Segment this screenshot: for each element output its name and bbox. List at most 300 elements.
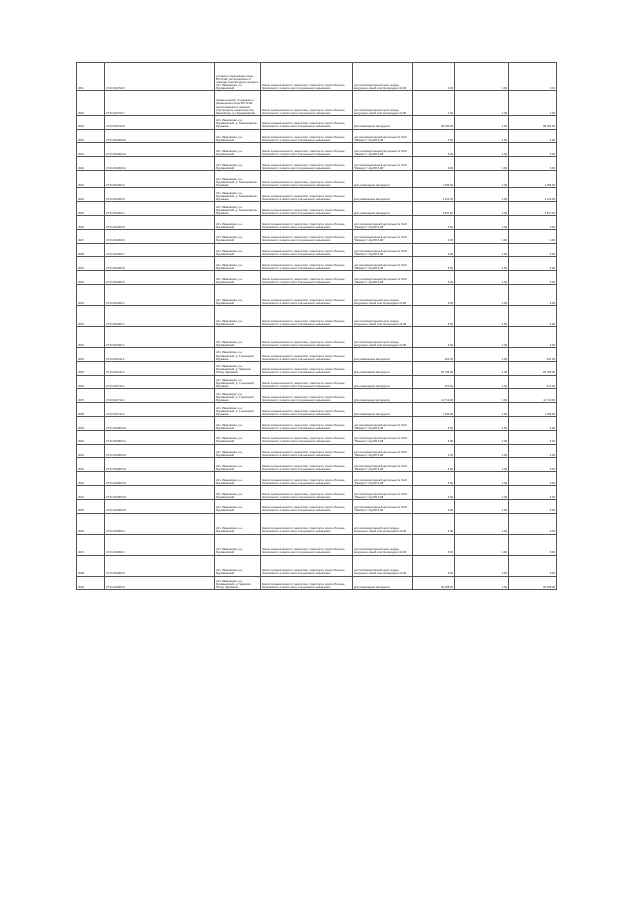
- area-cell: 5.00: [413, 143, 455, 157]
- table-row: [77, 188, 557, 202]
- cadastral-number-cell: 37:01:010711:3: [105, 403, 215, 417]
- coefficient-cell: 1.00: [455, 257, 509, 271]
- row-number-cell: 3011: [77, 63, 105, 91]
- coefficient-cell: 1.00: [455, 534, 509, 555]
- address-cell: обл. Ивановская, р-н Фурмановский, д. Стрелецкий, Фурманов: [215, 375, 261, 389]
- value-cell: 4.00: [509, 444, 557, 458]
- area-cell: 1 485.00: [413, 170, 455, 187]
- land-category-cell: Земли промышленности, энергетики, транспорта, земли обороны, безопасности и земли иного специального назначения: [261, 157, 353, 171]
- land-category-cell: Земли промышленности, энергетики, транспорта, земли обороны, безопасности и земли иного специального назначения: [261, 499, 353, 513]
- address-cell: обл. Ивановская, р-н Фурмановский: [215, 430, 261, 444]
- table-row: [77, 229, 557, 243]
- value-cell: 5.00: [509, 143, 557, 157]
- value-cell: 5.00: [509, 271, 557, 285]
- row-number-cell: 3044: [77, 485, 105, 499]
- table-row: [77, 403, 557, 417]
- area-cell: 5.00: [413, 458, 455, 472]
- table-row: [77, 444, 557, 458]
- coefficient-cell: 1.00: [455, 444, 509, 458]
- coefficient-cell: 1.00: [455, 115, 509, 129]
- permitted-use-cell: для производственной цели ограды воздушных линий электропередачи 10 кВ: [353, 305, 413, 326]
- cadastral-number-cell: 37:01:010004:6: [105, 229, 215, 243]
- area-cell: 6.00: [413, 513, 455, 534]
- cadastral-number-cell: 37:01:010004:11: [105, 157, 215, 171]
- value-cell: 5.00: [509, 243, 557, 257]
- area-cell: 5.00: [413, 499, 455, 513]
- permitted-use-cell: для производственной цели ограды воздушных линий электропередачи 10 кВ: [353, 91, 413, 116]
- area-cell: 7 195.00: [413, 403, 455, 417]
- cadastral-number-cell: 37:01:010702:7: [105, 91, 215, 116]
- permitted-use-cell: Для размещения автодороги: [353, 202, 413, 216]
- coefficient-cell: 1.00: [455, 389, 509, 403]
- land-category-cell: Земли промышленности, энергетики, транспорта, земли обороны, безопасности и земли иного специального назначения: [261, 555, 353, 576]
- cadastral-number-cell: 37:01:010004:10: [105, 143, 215, 157]
- permitted-use-cell: Для размещения автодороги: [353, 115, 413, 129]
- permitted-use-cell: для производственной деятельности ОАО "Ивэнерго" под ВЛ-6 кВ: [353, 229, 413, 243]
- coefficient-cell: 1.00: [455, 243, 509, 257]
- table-row: [77, 534, 557, 555]
- permitted-use-cell: для производственной деятельности ОАО "Ивэнерго" под ВЛ-6 кВ: [353, 271, 413, 285]
- permitted-use-cell: для производственной деятельности ОАО "Ивэнерго" под ВЛ-6 кВ: [353, 485, 413, 499]
- land-category-cell: Земли промышленности, энергетики, транспорта, земли обороны, безопасности и земли иного специального назначения: [261, 389, 353, 403]
- value-cell: 6.00: [509, 326, 557, 347]
- land-category-cell: Земли промышленности, энергетики, транспорта, земли обороны, безопасности и земли иного специального назначения: [261, 271, 353, 285]
- cadastral-number-cell: 37:01:010004:3: [105, 188, 215, 202]
- value-cell: 6.00: [509, 157, 557, 171]
- permitted-use-cell: для производственной деятельности ОАО "Ивэнерго" под ВЛ-6 кВ: [353, 157, 413, 171]
- land-category-cell: Земли промышленности, энергетики, транспорта, земли обороны, безопасности и земли иного специального назначения: [261, 375, 353, 389]
- coefficient-cell: 1.00: [455, 157, 509, 171]
- cadastral-number-cell: 37:01:010803:11: [105, 430, 215, 444]
- coefficient-cell: 1.00: [455, 403, 509, 417]
- value-cell: 4.00: [509, 129, 557, 143]
- area-cell: 6.00: [413, 305, 455, 326]
- address-cell: обл. Ивановская, р-н Фурмановский: [215, 485, 261, 499]
- cadastral-number-cell: 37:01:010711:2: [105, 389, 215, 403]
- row-number-cell: 3025: [77, 202, 105, 216]
- coefficient-cell: 1.00: [455, 170, 509, 187]
- coefficient-cell: 1.00: [455, 63, 509, 91]
- row-number-cell: 3024: [77, 188, 105, 202]
- row-number-cell: 3027: [77, 229, 105, 243]
- value-cell: 5.00: [509, 499, 557, 513]
- coefficient-cell: 1.00: [455, 229, 509, 243]
- value-cell: 6.00: [509, 416, 557, 430]
- coefficient-cell: 1.00: [455, 305, 509, 326]
- row-number-cell: 3030: [77, 271, 105, 285]
- address-cell: обл. Ивановская, р-н Фурмановский: [215, 129, 261, 143]
- cadastral-number-cell: 37:01:010004:9: [105, 271, 215, 285]
- table-row: [77, 157, 557, 171]
- land-category-cell: Земли промышленности, энергетики, транспорта, земли обороны, безопасности и земли иного специального назначения: [261, 170, 353, 187]
- row-number-cell: 3019: [77, 115, 105, 129]
- address-cell: обл. Ивановская, р-н Фурмановский: [215, 157, 261, 171]
- address-cell: обл. Ивановская, р-н Фурмановский: [215, 326, 261, 347]
- table-row: [77, 555, 557, 576]
- cadastral-number-cell: 37:01:010803:3: [105, 513, 215, 534]
- address-cell: обл. Ивановская, р-н Фурмановский: [215, 215, 261, 229]
- table-row: [77, 202, 557, 216]
- area-cell: 5.00: [413, 472, 455, 486]
- cadastral-number-cell: 37:01:010803:12: [105, 444, 215, 458]
- value-cell: 2 110.00: [509, 188, 557, 202]
- table-row: [77, 499, 557, 513]
- row-number-cell: 3039: [77, 416, 105, 430]
- area-cell: 291.00: [413, 347, 455, 361]
- cadastral-number-cell: 37:01:010601:2: [105, 305, 215, 326]
- address-cell: промышленной, отчуждения и размещения опоры ВЛ-10 кВ, расположенных в границах участка вдоль хранилища обл. Ивановская, р-н Фурмановский: [215, 91, 261, 116]
- area-cell: 5.00: [413, 243, 455, 257]
- value-cell: 11 713.00: [509, 389, 557, 403]
- cadastral-number-cell: 37:01:010803:6: [105, 576, 215, 590]
- address-cell: обл. Ивановская, р-н Фурмановский: [215, 416, 261, 430]
- coefficient-cell: 1.00: [455, 284, 509, 305]
- cadastral-number-cell: 37:01:010004:2: [105, 170, 215, 187]
- permitted-use-cell: Для размещения автодороги: [353, 375, 413, 389]
- row-number-cell: 3042: [77, 458, 105, 472]
- permitted-use-cell: для производственной цели ограды воздушных линий электропередачи 10 кВ: [353, 513, 413, 534]
- land-category-cell: Земли промышленности, энергетики, транспорта, земли обороны, безопасности и земли иного специального назначения: [261, 202, 353, 216]
- land-category-cell: Земли промышленности, энергетики, транспорта, земли обороны, безопасности и земли иного специального назначения: [261, 534, 353, 555]
- area-cell: 4.00: [413, 229, 455, 243]
- cadastral-number-cell: 37:01:010711:1: [105, 375, 215, 389]
- address-cell: обл. Ивановская, р-н Фурмановский, д. Тимошковское, Фурманов: [215, 188, 261, 202]
- coefficient-cell: 1.00: [455, 347, 509, 361]
- table-row: [77, 347, 557, 361]
- land-category-cell: Земли промышленности, энергетики, транспорта, земли обороны, безопасности и земли иного специального назначения: [261, 416, 353, 430]
- table-row: [77, 305, 557, 326]
- row-number-cell: 3040: [77, 430, 105, 444]
- row-number-cell: 3028: [77, 243, 105, 257]
- coefficient-cell: 1.00: [455, 215, 509, 229]
- cadastral-number-cell: 37:01:010000:10: [105, 129, 215, 143]
- table-row: [77, 91, 557, 116]
- table-row: [77, 143, 557, 157]
- cadastral-number-cell: 37:01:010702:6: [105, 63, 215, 91]
- address-cell: обл. Ивановская, р-н Фурмановский: [215, 229, 261, 243]
- land-category-cell: Земли промышленности, энергетики, транспорта, земли обороны, безопасности и земли иного специального назначения: [261, 458, 353, 472]
- cadastral-number-cell: 37:01:010611:2: [105, 361, 215, 375]
- row-number-cell: 3035: [77, 361, 105, 375]
- permitted-use-cell: Для размещения автодороги: [353, 361, 413, 375]
- address-cell: обл. Ивановская, р-н Фурмановский: [215, 499, 261, 513]
- coefficient-cell: 1.00: [455, 458, 509, 472]
- value-cell: 0.01: [509, 63, 557, 91]
- row-number-cell: 3020: [77, 129, 105, 143]
- value-cell: 6.00: [509, 305, 557, 326]
- table-row: [77, 243, 557, 257]
- row-number-cell: 3047: [77, 534, 105, 555]
- address-cell: обл. Ивановская, р-н Фурмановский: [215, 271, 261, 285]
- value-cell: 7 195.00: [509, 403, 557, 417]
- permitted-use-cell: Для размещения автодороги: [353, 576, 413, 590]
- address-cell: обл. Ивановская, р-н Фурмановский: [215, 513, 261, 534]
- address-cell: обл. Ивановская, р-н Фурмановский: [215, 284, 261, 305]
- coefficient-cell: 1.00: [455, 271, 509, 285]
- area-cell: 2 110.00: [413, 188, 455, 202]
- permitted-use-cell: для производственной цели ограды воздушных линий электропередачи 10 кВ: [353, 63, 413, 91]
- area-cell: 6.00: [413, 416, 455, 430]
- land-category-cell: Земли промышленности, энергетики, транспорта, земли обороны, безопасности и земли иного специального назначения: [261, 229, 353, 243]
- row-number-cell: 3041: [77, 444, 105, 458]
- row-number-cell: 3045: [77, 499, 105, 513]
- area-cell: 6.00: [413, 326, 455, 347]
- row-number-cell: 3036: [77, 375, 105, 389]
- cadastral-number-cell: 37:01:010803:13: [105, 458, 215, 472]
- permitted-use-cell: для производственной цели ограды воздушных линий электропередачи 10 кВ: [353, 326, 413, 347]
- land-category-cell: Земли промышленности, энергетики, транспорта, земли обороны, безопасности и земли иного специального назначения: [261, 576, 353, 590]
- land-category-cell: Земли промышленности, энергетики, транспорта, земли обороны, безопасности и земли иного специального назначения: [261, 91, 353, 116]
- cadastral-number-cell: 37:01:010803:10: [105, 416, 215, 430]
- value-cell: 3.00: [509, 215, 557, 229]
- value-cell: 5.00: [509, 430, 557, 444]
- address-cell: обл. Ивановская, р-н Фурмановский, д. Стрелецкий, Фурманов: [215, 389, 261, 403]
- land-category-cell: Земли промышленности, энергетики, транспорта, земли обороны, безопасности и земли иного специального назначения: [261, 361, 353, 375]
- permitted-use-cell: Для размещения автодороги: [353, 347, 413, 361]
- address-cell: обл. Ивановская, р-н Фурмановский: [215, 143, 261, 157]
- address-cell: обл. Ивановская, р-н Фурмановский: [215, 458, 261, 472]
- cadastral-number-cell: 37:01:010004:7: [105, 243, 215, 257]
- land-category-cell: Земли промышленности, энергетики, транспорта, земли обороны, безопасности и земли иного специального назначения: [261, 430, 353, 444]
- table-row: [77, 576, 557, 590]
- coefficient-cell: 1.00: [455, 188, 509, 202]
- address-cell: обл. Ивановская, р-н Фурмановский, д. Гаврилов-Посад, Фурманов: [215, 361, 261, 375]
- coefficient-cell: 1.00: [455, 129, 509, 143]
- area-cell: 5.00: [413, 534, 455, 555]
- row-number-cell: 3029: [77, 257, 105, 271]
- row-number-cell: 3016: [77, 91, 105, 116]
- value-cell: 1 485.00: [509, 170, 557, 187]
- row-number-cell: 3023: [77, 170, 105, 187]
- table-row: [77, 416, 557, 430]
- area-cell: 5.00: [413, 485, 455, 499]
- row-number-cell: 3043: [77, 472, 105, 486]
- coefficient-cell: 1.00: [455, 472, 509, 486]
- permitted-use-cell: Для размещения автодороги: [353, 403, 413, 417]
- land-category-cell: Земли промышленности, энергетики, транспорта, земли обороны, безопасности и земли иного специального назначения: [261, 243, 353, 257]
- cadastral-number-cell: 37:01:010601:3: [105, 326, 215, 347]
- land-category-cell: Земли промышленности, энергетики, транспорта, земли обороны, безопасности и земли иного специального назначения: [261, 326, 353, 347]
- cadastral-number-cell: 37:01:010803:14: [105, 472, 215, 486]
- land-category-cell: Земли промышленности, энергетики, транспорта, земли обороны, безопасности и земли иного специального назначения: [261, 257, 353, 271]
- table-row: [77, 257, 557, 271]
- land-category-cell: Земли промышленности, энергетики, транспорта, земли обороны, безопасности и земли иного специального назначения: [261, 115, 353, 129]
- table-row: [77, 458, 557, 472]
- row-number-cell: 3034: [77, 347, 105, 361]
- cadastral-number-cell: 37:01:010004:8: [105, 257, 215, 271]
- area-cell: 5.00: [413, 257, 455, 271]
- area-cell: 6.00: [413, 157, 455, 171]
- address-cell: обл. Ивановская, р-н Фурмановский: [215, 472, 261, 486]
- coefficient-cell: 1.00: [455, 416, 509, 430]
- permitted-use-cell: для производственной деятельности ОАО "Ивэнерго" под ВЛ-6 кВ: [353, 129, 413, 143]
- area-cell: 4.00: [413, 129, 455, 143]
- permitted-use-cell: Для размещения автодороги: [353, 170, 413, 187]
- table-row: [77, 63, 557, 91]
- area-cell: 4.00: [413, 444, 455, 458]
- permitted-use-cell: для производственной деятельности ОАО "Ивэнерго" под ВЛ-6 кВ: [353, 215, 413, 229]
- address-cell: обл. Ивановская, р-н Фурмановский, д. Тимошковское, Фурманов: [215, 170, 261, 187]
- land-category-cell: Земли промышленности, энергетики, транспорта, земли обороны, безопасности и земли иного специального назначения: [261, 188, 353, 202]
- table-row: [77, 115, 557, 129]
- area-cell: 4 847.00: [413, 202, 455, 216]
- coefficient-cell: 1.00: [455, 513, 509, 534]
- address-cell: обл. Ивановская, р-н Фурмановский, д. Стрелецкий, Фурманов: [215, 347, 261, 361]
- coefficient-cell: 1.00: [455, 361, 509, 375]
- address-cell: обл. Ивановская, р-н Фурмановский, д. Тимошковское, Фурманов: [215, 202, 261, 216]
- permitted-use-cell: для производственной цели ограды воздушных линий электропередачи 10 кВ: [353, 534, 413, 555]
- land-category-cell: Земли промышленности, энергетики, транспорта, земли обороны, безопасности и земли иного специального назначения: [261, 444, 353, 458]
- area-cell: 272.00: [413, 375, 455, 389]
- permitted-use-cell: Для размещения автодороги: [353, 188, 413, 202]
- land-category-cell: Земли промышленности, энергетики, транспорта, земли обороны, безопасности и земли иного специального назначения: [261, 305, 353, 326]
- row-number-cell: 3048: [77, 555, 105, 576]
- area-cell: 6.00: [413, 555, 455, 576]
- coefficient-cell: 1.00: [455, 485, 509, 499]
- area-cell: 11 713.00: [413, 389, 455, 403]
- address-cell: обл. Ивановская, р-н Фурмановский: [215, 305, 261, 326]
- permitted-use-cell: для производственной деятельности ОАО "Ивэнерго" под ВЛ-6 кВ: [353, 243, 413, 257]
- row-number-cell: 3021: [77, 143, 105, 157]
- area-cell: 5.00: [413, 430, 455, 444]
- permitted-use-cell: для производственной деятельности ОАО "Ивэнерго" под ВЛ-6 кВ: [353, 499, 413, 513]
- table-row: [77, 389, 557, 403]
- row-number-cell: 3037: [77, 389, 105, 403]
- coefficient-cell: 1.00: [455, 202, 509, 216]
- permitted-use-cell: для производственной деятельности ОАО "Ивэнерго" под ВЛ-6 кВ: [353, 430, 413, 444]
- value-cell: 6.00: [509, 555, 557, 576]
- address-cell: обл. Ивановская, р-н Фурмановский, д. Стрелецкий, Фурманов: [215, 403, 261, 417]
- row-number-cell: 3022: [77, 157, 105, 171]
- coefficient-cell: 1.00: [455, 499, 509, 513]
- land-category-cell: Земли промышленности, энергетики, транспорта, земли обороны, безопасности и земли иного специального назначения: [261, 215, 353, 229]
- permitted-use-cell: для производственной цели ограды воздушных линий электропередачи 10 кВ: [353, 555, 413, 576]
- area-cell: 38 181.00: [413, 115, 455, 129]
- land-category-cell: Земли промышленности, энергетики, транспорта, земли обороны, безопасности и земли иного специального назначения: [261, 513, 353, 534]
- area-cell: 6.00: [413, 284, 455, 305]
- cadastral-number-cell: 37:01:010803:16: [105, 499, 215, 513]
- row-number-cell: 3026: [77, 215, 105, 229]
- address-cell: условного газопровода опоры ВЛ-10 кВ, расположенных в границах участка вдоль проезда к обл. Ивановская, р-н Фурмановский: [215, 63, 261, 91]
- land-category-cell: Земли промышленности, энергетики, транспорта, земли обороны, безопасности и земли иного специального назначения: [261, 284, 353, 305]
- area-cell: 3.00: [413, 215, 455, 229]
- table-row: [77, 430, 557, 444]
- value-cell: 5.00: [509, 485, 557, 499]
- cadastral-number-cell: 37:01:010803:4: [105, 534, 215, 555]
- address-cell: обл. Ивановская, р-н Фурмановский: [215, 257, 261, 271]
- row-number-cell: 3046: [77, 513, 105, 534]
- address-cell: обл. Ивановская, р-н Фурмановский: [215, 534, 261, 555]
- value-cell: 5.00: [509, 458, 557, 472]
- permitted-use-cell: для производственной деятельности ОАО "Ивэнерго" под ВЛ-6 кВ: [353, 458, 413, 472]
- area-cell: 0.00: [413, 63, 455, 91]
- value-cell: 5.00: [509, 534, 557, 555]
- coefficient-cell: 1.00: [455, 91, 509, 116]
- permitted-use-cell: для производственной деятельности ОАО "Ивэнерго" под ВЛ-6 кВ: [353, 472, 413, 486]
- land-category-cell: Земли промышленности, энергетики, транспорта, земли обороны, безопасности и земли иного специального назначения: [261, 472, 353, 486]
- land-category-cell: Земли промышленности, энергетики, транспорта, земли обороны, безопасности и земли иного специального назначения: [261, 403, 353, 417]
- table-row: [77, 271, 557, 285]
- row-number-cell: 3033: [77, 326, 105, 347]
- value-cell: 5.00: [509, 472, 557, 486]
- coefficient-cell: 1.00: [455, 430, 509, 444]
- permitted-use-cell: для производственной цели ограды воздушных линий электропередачи 10 кВ: [353, 284, 413, 305]
- permitted-use-cell: Для размещения автодороги: [353, 389, 413, 403]
- value-cell: 38 181.00: [509, 115, 557, 129]
- area-cell: 5.00: [413, 271, 455, 285]
- value-cell: 4 847.00: [509, 202, 557, 216]
- area-cell: 1.00: [413, 91, 455, 116]
- document-sheet: [76, 62, 556, 590]
- permitted-use-cell: для производственной деятельности ОАО "Ивэнерго" под ВЛ-6 кВ: [353, 416, 413, 430]
- row-number-cell: 3038: [77, 403, 105, 417]
- coefficient-cell: 1.00: [455, 326, 509, 347]
- value-cell: 1.00: [509, 91, 557, 116]
- permitted-use-cell: для производственной деятельности ОАО "Ивэнерго" под ВЛ-6 кВ: [353, 444, 413, 458]
- row-number-cell: 3032: [77, 305, 105, 326]
- table-row: [77, 513, 557, 534]
- cadastral-number-cell: 37:01:010702:8: [105, 115, 215, 129]
- land-plots-table: [76, 62, 557, 590]
- coefficient-cell: 1.00: [455, 375, 509, 389]
- value-cell: 291.00: [509, 347, 557, 361]
- land-category-cell: Земли промышленности, энергетики, транспорта, земли обороны, безопасности и земли иного специального назначения: [261, 485, 353, 499]
- coefficient-cell: 1.00: [455, 555, 509, 576]
- table-row: [77, 375, 557, 389]
- cadastral-number-cell: 37:01:010004:4: [105, 202, 215, 216]
- value-cell: 272.00: [509, 375, 557, 389]
- value-cell: 6.00: [509, 284, 557, 305]
- land-category-cell: Земли промышленности, энергетики, транспорта, земли обороны, безопасности и земли иного специального назначения: [261, 347, 353, 361]
- row-number-cell: 3031: [77, 284, 105, 305]
- coefficient-cell: 1.00: [455, 576, 509, 590]
- table-row: [77, 215, 557, 229]
- table-row: [77, 361, 557, 375]
- table-row: [77, 326, 557, 347]
- row-number-cell: 3049: [77, 576, 105, 590]
- cadastral-number-cell: 37:01:010601:1: [105, 284, 215, 305]
- area-cell: 20 766.00: [413, 361, 455, 375]
- coefficient-cell: 1.00: [455, 143, 509, 157]
- permitted-use-cell: для производственной деятельности ОАО "Ивэнерго" под ВЛ-6 кВ: [353, 143, 413, 157]
- permitted-use-cell: для производственной деятельности ОАО "Ивэнерго" под ВЛ-6 кВ: [353, 257, 413, 271]
- table-row: [77, 485, 557, 499]
- address-cell: обл. Ивановская, р-н Фурмановский, д. Тимошковское, Фурманов: [215, 115, 261, 129]
- value-cell: 6.00: [509, 513, 557, 534]
- table-row: [77, 472, 557, 486]
- address-cell: обл. Ивановская, р-н Фурмановский: [215, 243, 261, 257]
- value-cell: 20 766.00: [509, 361, 557, 375]
- cadastral-number-cell: 37:01:010803:5: [105, 555, 215, 576]
- cadastral-number-cell: 37:01:010004:5: [105, 215, 215, 229]
- address-cell: обл. Ивановская, р-н Фурмановский: [215, 444, 261, 458]
- table-row: [77, 170, 557, 187]
- table-body: [77, 63, 557, 590]
- address-cell: обл. Ивановская, р-н Фурмановский, д. Гаврилов-Посад, Фурманов: [215, 576, 261, 590]
- value-cell: 40 058.00: [509, 576, 557, 590]
- cadastral-number-cell: 37:01:010803:15: [105, 485, 215, 499]
- table-row: [77, 129, 557, 143]
- value-cell: 5.00: [509, 257, 557, 271]
- cadastral-number-cell: 37:01:010611:1: [105, 347, 215, 361]
- land-category-cell: Земли промышленности, энергетики, транспорта, земли обороны, безопасности и земли иного специального назначения: [261, 63, 353, 91]
- address-cell: обл. Ивановская, р-н Фурмановский: [215, 555, 261, 576]
- land-category-cell: Земли промышленности, энергетики, транспорта, земли обороны, безопасности и земли иного специального назначения: [261, 129, 353, 143]
- area-cell: 40 058.00: [413, 576, 455, 590]
- table-row: [77, 284, 557, 305]
- land-category-cell: Земли промышленности, энергетики, транспорта, земли обороны, безопасности и земли иного специального назначения: [261, 143, 353, 157]
- value-cell: 4.00: [509, 229, 557, 243]
